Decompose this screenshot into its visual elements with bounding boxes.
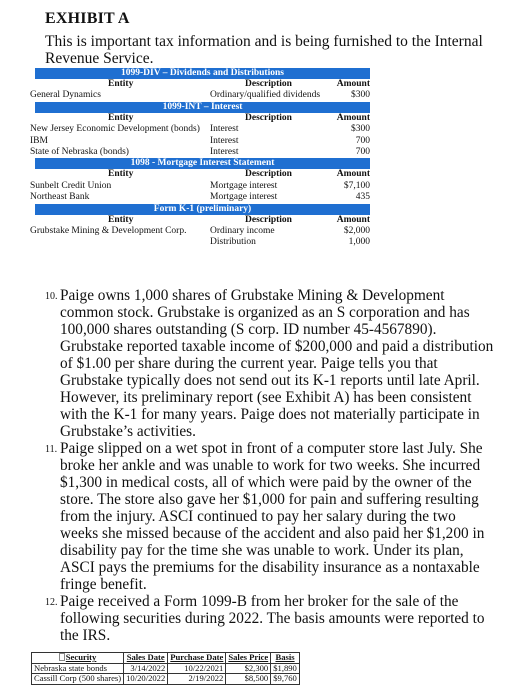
table-row xyxy=(32,674,300,685)
list-item xyxy=(45,593,497,644)
header-amount: Amount xyxy=(336,79,370,89)
cell-description: Ordinary income xyxy=(210,225,275,236)
exhibit-title: EXHIBIT A xyxy=(45,10,130,27)
cell-entity: Grubstake Mining & Development Corp. xyxy=(30,225,187,236)
section-band-1099-int: 1099-INT – Interest xyxy=(35,102,370,113)
header-entity: Entity xyxy=(108,169,134,180)
header-description: Description xyxy=(245,112,292,123)
table-header-row xyxy=(30,113,370,124)
header-description: Description xyxy=(245,214,292,225)
cell-basis: $9,760 xyxy=(271,674,300,685)
item-text: Paige received a Form 1099-B from her broker for the sale of the following securities during 2022. The basis amounts were reported to the IRS. xyxy=(60,593,485,644)
table-row xyxy=(30,90,370,101)
header-entity: Entity xyxy=(108,112,134,123)
cell-amount: $7,100 xyxy=(343,180,370,191)
header-security: Security xyxy=(32,653,124,664)
table-row xyxy=(30,124,370,135)
cell-amount: 700 xyxy=(355,146,370,157)
table-header-row xyxy=(30,169,370,180)
list-item xyxy=(45,287,497,440)
header-amount: Amount xyxy=(336,112,370,123)
table-header-row xyxy=(30,79,370,90)
cell-entity: General Dynamics xyxy=(30,90,101,101)
cell-security: Nebraska state bonds xyxy=(32,663,124,674)
table-row xyxy=(30,237,370,248)
list-item xyxy=(45,440,497,593)
table-row xyxy=(30,181,370,192)
numbered-items xyxy=(45,287,497,644)
table-header-row xyxy=(30,215,370,226)
table-row xyxy=(30,192,370,203)
cell-description: Interest xyxy=(210,124,239,135)
securities-table xyxy=(31,652,300,685)
cell-description: Mortgage interest xyxy=(210,180,278,191)
cell-amount: 1,000 xyxy=(348,237,370,248)
cell-entity: New Jersey Economic Development (bonds) xyxy=(30,124,200,135)
cell-description: Mortgage interest xyxy=(210,192,278,203)
cell-description: Ordinary/qualified dividends xyxy=(210,90,321,101)
header-purchase-date: Purchase Date xyxy=(168,653,226,664)
header-entity: Entity xyxy=(108,79,134,89)
header-description: Description xyxy=(245,169,292,180)
item-text: Paige owns 1,000 shares of Grubstake Mining & Development common stock. Grubstake is organized as an S corporation and has 100,000 shares outstanding (S corp. ID number 45-4567890). Grubstake reported taxable income of $200,000 and paid a distribution of $1.00 per share during the current year. Paige tells you that Grubstake typically does not send out its K-1 reports until late April. However, its preliminary report (see Exhibit A) has been consistent with the K-1 for many years. Paige does not materially participate in Grubstake’s activities. xyxy=(60,287,494,440)
cell-basis: $1,890 xyxy=(271,663,300,674)
cell-amount: 435 xyxy=(355,192,370,203)
table-row xyxy=(30,136,370,147)
cell-entity: IBM xyxy=(30,135,48,146)
cell-amount: 700 xyxy=(355,135,370,146)
section-band-k1: Form K-1 (preliminary) xyxy=(35,204,370,215)
cell-sales-date: 10/20/2022 xyxy=(124,674,168,685)
table-header-row xyxy=(32,653,300,664)
cell-sales-date: 3/14/2022 xyxy=(124,663,168,674)
section-band-1099-div: 1099-DIV – Dividends and Distributions xyxy=(35,68,370,79)
header-sales-price: Sales Price xyxy=(226,653,271,664)
cell-description: Interest xyxy=(210,135,239,146)
cell-sales-price: $8,500 xyxy=(226,674,271,685)
cell-amount: $300 xyxy=(351,124,370,135)
exhibit-intro: This is important tax information and is being furnished to the Internal Revenue Service. xyxy=(45,33,483,67)
cell-description: Distribution xyxy=(210,237,256,248)
cell-entity: Sunbelt Credit Union xyxy=(30,180,112,191)
cell-purchase-date: 10/22/2021 xyxy=(168,663,226,674)
table-row xyxy=(30,147,370,158)
cell-sales-price: $2,300 xyxy=(226,663,271,674)
cell-security: Cassill Corp (500 shares) xyxy=(32,674,124,685)
cell-amount: $2,000 xyxy=(343,225,370,236)
cell-purchase-date: 2/19/2022 xyxy=(168,674,226,685)
header-sales-date: Sales Date xyxy=(124,653,168,664)
cell-description: Interest xyxy=(210,146,239,157)
header-entity: Entity xyxy=(108,214,134,225)
cell-entity: Northeast Bank xyxy=(30,192,90,203)
section-band-1098: 1098 - Mortgage Interest Statement xyxy=(35,158,370,169)
exhibit-a-table xyxy=(30,68,370,249)
item-number: 12. xyxy=(45,597,58,608)
table-row xyxy=(30,226,370,237)
header-amount: Amount xyxy=(336,169,370,180)
item-number: 10. xyxy=(45,291,58,302)
checkbox-icon xyxy=(59,653,65,661)
header-amount: Amount xyxy=(336,214,370,225)
header-basis: Basis xyxy=(271,653,300,664)
item-number: 11. xyxy=(45,444,58,455)
item-text: Paige slipped on a wet spot in front of a computer store last July. She broke her ankle and was unable to work for two weeks. She incurred $1,300 in medical costs, all of which were paid by the owner of the store. The store also gave her $1,000 for pain and suffering resulting from the injury. ASCI continued to pay her salary during the two weeks she missed because of the accident and also paid her $1,200 in disability pay for the time she was unable to work. Under its plan, ASCI pays the premiums for the disability insurance as a nontaxable fringe benefit. xyxy=(60,440,485,593)
cell-entity: State of Nebraska (bonds) xyxy=(30,146,129,157)
cell-amount: $300 xyxy=(351,90,370,101)
header-description: Description xyxy=(245,79,292,89)
table-row xyxy=(32,663,300,674)
